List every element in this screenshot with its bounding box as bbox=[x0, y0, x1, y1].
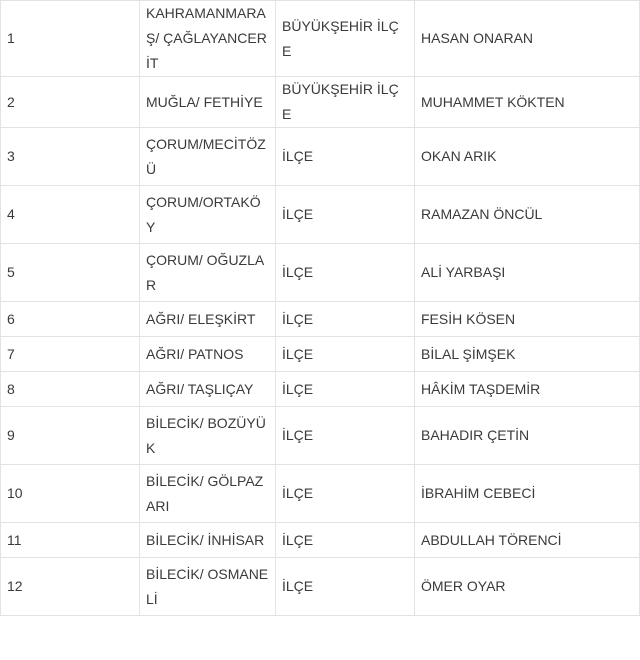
municipality-type-cell: İLÇE bbox=[276, 186, 415, 244]
location-cell: AĞRI/ PATNOS bbox=[140, 337, 276, 372]
candidate-name-cell: BAHADIR ÇETİN bbox=[415, 407, 640, 465]
table-row bbox=[1, 465, 640, 523]
candidate-name-cell: HASAN ONARAN bbox=[415, 1, 640, 77]
row-number-cell: 9 bbox=[1, 407, 140, 465]
candidate-name-cell: BİLAL ŞİMŞEK bbox=[415, 337, 640, 372]
row-number-cell: 8 bbox=[1, 372, 140, 407]
table-row bbox=[1, 186, 640, 244]
table-row bbox=[1, 372, 640, 407]
municipality-type-cell: BÜYÜKŞEHİR İLÇE bbox=[276, 77, 415, 128]
candidate-name-cell: RAMAZAN ÖNCÜL bbox=[415, 186, 640, 244]
candidate-name-cell: ABDULLAH TÖRENCİ bbox=[415, 523, 640, 558]
municipality-type-cell: İLÇE bbox=[276, 128, 415, 186]
candidate-name-cell: İBRAHİM CEBECİ bbox=[415, 465, 640, 523]
municipality-type-cell: BÜYÜKŞEHİR İLÇE bbox=[276, 1, 415, 77]
row-number-cell: 1 bbox=[1, 1, 140, 77]
table-row bbox=[1, 128, 640, 186]
table-row bbox=[1, 523, 640, 558]
row-number-cell: 5 bbox=[1, 244, 140, 302]
candidate-name-cell: ÖMER OYAR bbox=[415, 558, 640, 616]
row-number-cell: 2 bbox=[1, 77, 140, 128]
location-cell: AĞRI/ ELEŞKİRT bbox=[140, 302, 276, 337]
table-row bbox=[1, 558, 640, 616]
location-cell: BİLECİK/ İNHİSAR bbox=[140, 523, 276, 558]
candidate-name-cell: OKAN ARIK bbox=[415, 128, 640, 186]
municipality-type-cell: İLÇE bbox=[276, 302, 415, 337]
municipality-type-cell: İLÇE bbox=[276, 244, 415, 302]
row-number-cell: 7 bbox=[1, 337, 140, 372]
municipality-type-cell: İLÇE bbox=[276, 558, 415, 616]
municipality-type-cell: İLÇE bbox=[276, 337, 415, 372]
location-cell: AĞRI/ TAŞLIÇAY bbox=[140, 372, 276, 407]
location-cell: BİLECİK/ BOZÜYÜK bbox=[140, 407, 276, 465]
municipality-type-cell: İLÇE bbox=[276, 465, 415, 523]
table-row bbox=[1, 77, 640, 128]
candidate-name-cell: ALİ YARBAŞI bbox=[415, 244, 640, 302]
location-cell: ÇORUM/ORTAKÖY bbox=[140, 186, 276, 244]
table-row bbox=[1, 337, 640, 372]
location-cell: ÇORUM/ OĞUZLAR bbox=[140, 244, 276, 302]
location-cell: BİLECİK/ GÖLPAZARI bbox=[140, 465, 276, 523]
location-cell: KAHRAMANMARAŞ/ ÇAĞLAYANCERİT bbox=[140, 1, 276, 77]
location-cell: ÇORUM/MECİTÖZÜ bbox=[140, 128, 276, 186]
row-number-cell: 12 bbox=[1, 558, 140, 616]
municipality-type-cell: İLÇE bbox=[276, 407, 415, 465]
municipality-type-cell: İLÇE bbox=[276, 372, 415, 407]
table-row bbox=[1, 244, 640, 302]
row-number-cell: 4 bbox=[1, 186, 140, 244]
table-row bbox=[1, 302, 640, 337]
row-number-cell: 11 bbox=[1, 523, 140, 558]
municipality-type-cell: İLÇE bbox=[276, 523, 415, 558]
table-row bbox=[1, 1, 640, 77]
table-row bbox=[1, 407, 640, 465]
location-cell: MUĞLA/ FETHİYE bbox=[140, 77, 276, 128]
location-cell: BİLECİK/ OSMANELİ bbox=[140, 558, 276, 616]
candidate-name-cell: FESİH KÖSEN bbox=[415, 302, 640, 337]
row-number-cell: 6 bbox=[1, 302, 140, 337]
row-number-cell: 3 bbox=[1, 128, 140, 186]
candidate-name-cell: MUHAMMET KÖKTEN bbox=[415, 77, 640, 128]
candidate-name-cell: HÂKİM TAŞDEMİR bbox=[415, 372, 640, 407]
row-number-cell: 10 bbox=[1, 465, 140, 523]
